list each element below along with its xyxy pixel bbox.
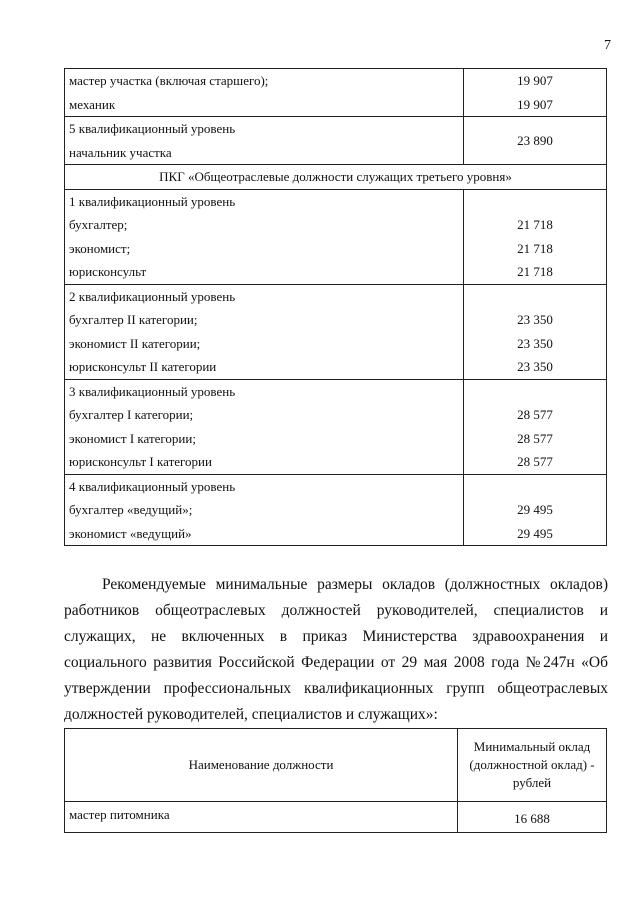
position-line: 5 квалификационный уровень: [69, 121, 236, 136]
recommendation-paragraph: Рекомендуемые минимальные размеры окладов (должностных окладов) работников общеотраслевых должностей руководителей, специалистов и служащих, не включенных в приказ Министерства здравоохранения и социального развития Российской Федерации от 29 мая 2008 года №247н «Об утверждении профессиональных квалификационных групп общеотраслевых должностей руководителей, специалистов и служащих»:: [64, 576, 608, 723]
group-header: ПКГ «Общеотраслевые должности служащих третьего уровня»: [65, 165, 607, 190]
page-number: 7: [604, 38, 611, 53]
salary-value: 23 890: [517, 132, 553, 148]
position-cell: [65, 69, 464, 117]
position-cell: [65, 117, 464, 165]
position-line: 1 квалификационный уровень: [69, 193, 236, 209]
position-line: мастер участка (включая старшего);: [69, 73, 269, 88]
salary-cell: [464, 284, 607, 379]
table-header-row: [65, 729, 607, 802]
position-line: 4 квалификационный уровень: [69, 478, 236, 494]
salary-value: 16 688: [458, 802, 607, 833]
salary-value: 28 577: [517, 430, 553, 446]
salary-value: [468, 475, 602, 499]
salary-value: 28 577: [517, 407, 553, 422]
table-row: [65, 474, 607, 546]
salary-table-continued: [64, 68, 607, 546]
salary-value: 19 907: [517, 73, 553, 88]
table-row: [65, 802, 607, 833]
position-line: юрисконсульт I категории: [69, 454, 212, 469]
salary-value: 29 495: [517, 502, 553, 517]
header-line: Минимальный оклад: [473, 739, 591, 754]
salary-value: 21 718: [517, 217, 553, 232]
column-header-position: Наименование должности: [65, 729, 458, 802]
position-line: 2 квалификационный уровень: [69, 288, 236, 304]
table-row: [65, 379, 607, 474]
position-line: бухгалтер;: [69, 217, 128, 232]
header-line: (должностной оклад) -: [469, 757, 595, 772]
position-line: бухгалтер II категории;: [69, 312, 198, 327]
salary-value: 23 350: [517, 335, 553, 351]
group-header-row: [65, 165, 607, 190]
salary-value: 29 495: [517, 525, 553, 541]
position-line: юрисконсульт: [69, 264, 147, 279]
position-line: экономист;: [69, 240, 131, 256]
position-line: экономист «ведущий»: [69, 525, 192, 541]
salary-cell: [464, 474, 607, 546]
salary-value: 21 718: [517, 240, 553, 256]
table-row: [65, 284, 607, 379]
salary-value: 21 718: [517, 264, 553, 279]
position-cell: [65, 474, 464, 546]
salary-value: 23 350: [517, 359, 553, 374]
column-header-salary: [458, 729, 607, 802]
table-row: [65, 189, 607, 284]
position-line: экономист I категории;: [69, 430, 196, 446]
position-name: мастер питомника: [65, 802, 458, 833]
salary-value: 23 350: [517, 312, 553, 327]
salary-value: [468, 380, 602, 404]
table-row: [65, 69, 607, 117]
salary-value: 28 577: [517, 454, 553, 469]
salary-cell: [464, 69, 607, 117]
salary-value: [468, 190, 602, 214]
salary-cell: [464, 117, 607, 165]
table-row: [65, 117, 607, 165]
position-cell: [65, 189, 464, 284]
salary-value: [468, 285, 602, 309]
position-line: экономист II категории;: [69, 335, 201, 351]
position-cell: [65, 284, 464, 379]
salary-value: 19 907: [517, 96, 553, 112]
position-line: начальник участка: [69, 144, 172, 160]
position-line: механик: [69, 96, 116, 112]
position-cell: [65, 379, 464, 474]
position-line: бухгалтер I категории;: [69, 407, 194, 422]
position-line: бухгалтер «ведущий»;: [69, 502, 193, 517]
minimum-salary-table: [64, 728, 607, 833]
salary-cell: [464, 379, 607, 474]
position-line: 3 квалификационный уровень: [69, 383, 236, 399]
position-line: юрисконсульт II категории: [69, 359, 217, 374]
header-line: рублей: [512, 775, 552, 790]
salary-cell: [464, 189, 607, 284]
